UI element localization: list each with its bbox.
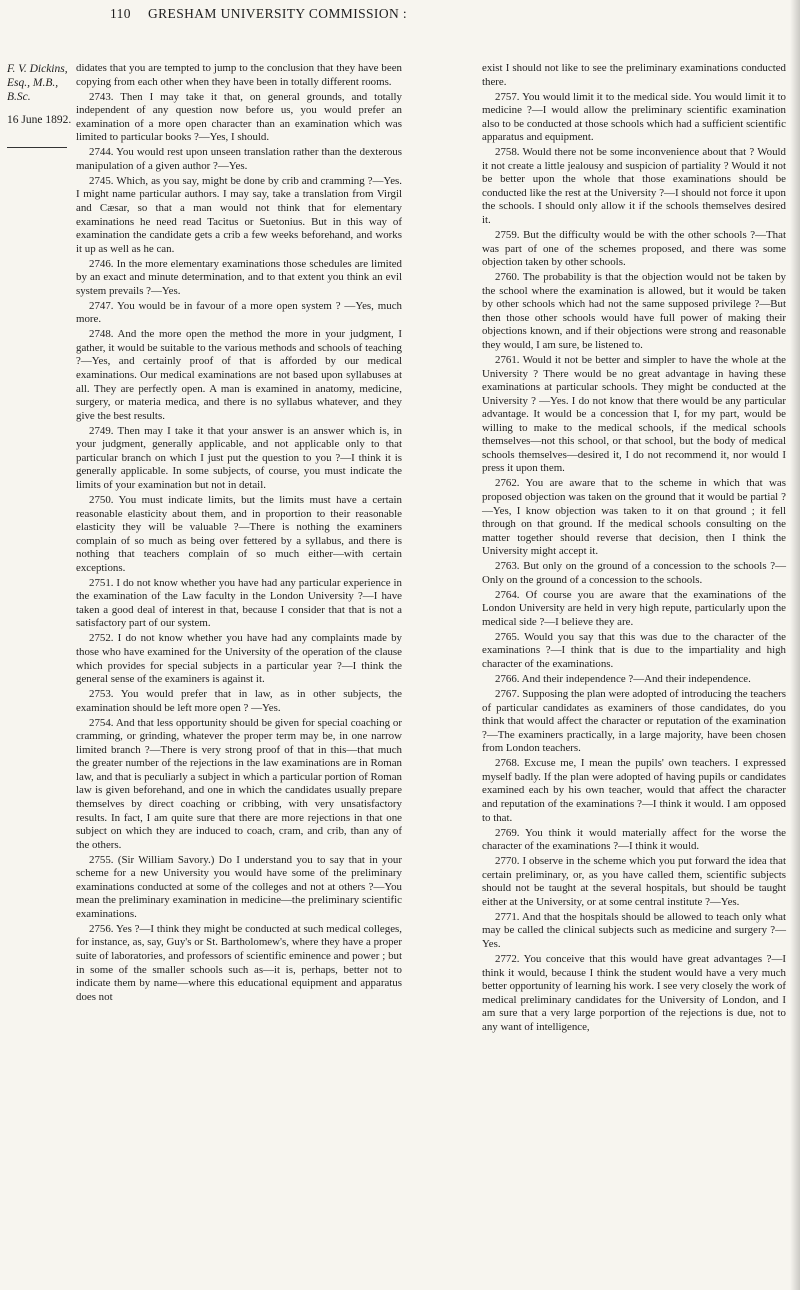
paragraph: 2764. Of course you are aware that the examinations of the London University are held in very high repute, particularly upon the medical side ?—I believe they are. (482, 588, 786, 628)
witness-margin-note (7, 62, 75, 148)
paragraph: 2755. (Sir William Savory.) Do I understand you to say that in your scheme for a new University you would have some of the preliminary examinations conducted at some of the colleges and not at others ?—You mean the preliminary examination in medicine—the preliminary scientific examinations. (76, 853, 402, 920)
paragraph: 2749. Then may I take it that your answer is an answer which is, in your judgment, generally applicable, and not applicable only to that particular branch on which I just put the question to you ?—I think it is generally applicable. In some subjects, of course, you must indicate the limits of your examination but not in detail. (76, 424, 402, 491)
paragraph: 2761. Would it not be better and simpler to have the whole at the University ? There would be no great advantage in having these examinations at particular schools. They might be conducted at the University ? —Yes. I do not know that there would be any particular advantage. It would be a concession that I, for my part, would be willing to make to the medical schools, if the medical schools themselves—not this school, or that school, but the body of medical schools themselves—desired it, I do not recommend it, nor would I press it upon them. (482, 353, 786, 475)
paragraph: 2753. You would prefer that in law, as in other subjects, the examination should be left more open ? —Yes. (76, 688, 402, 714)
left-column (76, 62, 402, 1006)
paragraph: 2760. The probability is that the objection would not be taken by the school where the examination is allowed, but it would be taken by other schools which had not the same supposed privilege ?—But then those other schools would have full power of making their objections known, and if their objections were strong and reasonable they would, I am sure, be listened to. (482, 271, 786, 351)
paragraph: 2748. And the more open the method the more in your judgment, I gather, it would be suitable to the various methods and schools of teaching ?—Yes, and certainly proof of that is afforded by our medical examinations. Our medical examinations are not based upon syllabuses at all. They are perfectly open. A man is examined in anatomy, medicine, surgery, or materia medica, and there is no syllabus whatever, and they give the best results. (76, 328, 402, 422)
paragraph: 2768. Excuse me, I mean the pupils' own teachers. I expressed myself badly. If the plan were adopted of having pupils or candidates examined each by his own teacher, would that affect the character and reputation of the examinations ?—I think it would. I am opposed to that. (482, 757, 786, 824)
running-title: GRESHAM UNIVERSITY COMMISSION : (148, 6, 408, 21)
paragraph: 2754. And that less opportunity should be given for special coaching or cramming, or grinding, whatever the proper term may be, in one narrow limited branch ?—There is very strong proof of that in this—that much the greater number of the rejections in the law examinations are in Roman law, and that is peculiarly a subject in which a particular portion of Roman law is given beforehand, and one in which the candidates usually prepare themselves by direct coaching or cribbing, with very unsatisfactory results. In fact, I am quite sure that there are more rejections in that one subject on which they are induced to coach, cram, and crib, than any of the others. (76, 716, 402, 851)
paragraph: 2745. Which, as you say, might be done by crib and cramming ?—Yes. I might name particular authors. I may say, take a translation from Virgil and Cæsar, so that a man would not think that for elementary examinations he need read Tacitus or Suetonius. But in this way of examination the candidate gets a crib a few weeks beforehand, and works it up as well as he can. (76, 174, 402, 255)
paragraph: 2759. But the difficulty would be with the other schools ?—That was part of one of the schemes proposed, and there was some objection taken by other schools. (482, 229, 786, 269)
paragraph: 2756. Yes ?—I think they might be conducted at such medical colleges, for instance, as, say, Guy's or St. Bartholomew's, where they have a proper suite of laboratories, and professors of scientific eminence and power ; but in some of the smaller schools such as—it is, perhaps, better not to indicate them by name—where this educational equipment and apparatus does not (76, 922, 402, 1003)
paragraph: 2771. And that the hospitals should be allowed to teach only what may be called the clinical subjects such as medicine and surgery ?—Yes. (482, 910, 786, 950)
paragraph: 2752. I do not know whether you have had any complaints made by those who have examined for the University of the operation of the clause which provides for special subjects in a particular year ?—I think the general sense of the examiners is against it. (76, 632, 402, 686)
paragraph: 2769. You think it would materially affect for the worse the character of the examinations ?—I think it would. (482, 826, 786, 853)
paragraph: 2744. You would rest upon unseen translation rather than the dexterous manipulation of a given author ?—Yes. (76, 146, 402, 172)
witness-degree: B.Sc. (7, 91, 31, 103)
paragraph: 2746. In the more elementary examinations those schedules are limited by an exact and minute determination, and to that extent you think an evil system prevails ?—Yes. (76, 257, 402, 297)
paragraph: 2766. And their independence ?—And their independence. (495, 673, 751, 686)
paragraph: 2772. You conceive that this would have great advantages ?—I think it would, because I think the student would have a very much better opportunity of learning his work. I see very closely the work of medical preliminary candidates for the University of London, and I am sure that a very large porportion of the rejections is due, not to any want of intelligence, (482, 953, 786, 1033)
paragraph: 2767. Supposing the plan were adopted of introducing the teachers of particular candidates as examiners of those candidates, do you think that would affect the character or reputation of the examination ?—The examiners practically, in a large majority, have been chosen from London teachers. (482, 688, 786, 755)
paragraph: exist I should not like to see the preliminary examinations conducted there. (482, 62, 786, 88)
witness-name: F. V. Dickins, (7, 63, 68, 75)
page-edge-shadow (790, 0, 800, 1290)
paragraph: 2757. You would limit it to the medical side. You would limit it to medicine ?—I would allow the preliminary scientific examination also to be conducted at those schools which had a sufficient scientific apparatus and equipment. (482, 90, 786, 144)
margin-rule (7, 147, 67, 148)
witness-title: Esq., M.B., (7, 77, 59, 89)
right-column (482, 62, 786, 1036)
paragraph: 2750. You must indicate limits, but the limits must have a certain reasonable elasticity about them, and in proportion to their reasonable elasticity they will be valuable ?—There is nothing the examiners complain of so much as being over fettered by a syllabus, and there is nothing that teachers complain of so much either—with certain exceptions. (76, 493, 402, 574)
paragraph: 2770. I observe in the scheme which you put forward the idea that certain preliminary, or, as you have called them, scientific subjects should not be taught at the several hospitals, but should be taught either at the University, or at some central institute ?—Yes. (482, 855, 786, 908)
paragraph: 2765. Would you say that this was due to the character of the examinations ?—I think that is due to the impartiality and high character of the examinations. (482, 630, 786, 671)
paragraph: 2762. You are aware that to the scheme in which that was proposed objection was taken on the ground that it would be partial ?—Yes, I know objection was taken to it on that ground ; it fell through on that ground. If the medical schools consulting on the matter together should reverse that decision, then I think the University might accept it. (482, 477, 786, 558)
paragraph: 2743. Then I may take it that, on general grounds, and totally independent of any question now before us, you would prefer an examination of a more open character than an examination which was limited to particular books ?—Yes, I should. (76, 90, 402, 144)
paragraph: 2751. I do not know whether you have had any particular experience in the examination of the Law faculty in the London University ?—I have taken a good deal of interest in that, because I consider that that is not a satisfactory part of our system. (76, 576, 402, 630)
paragraph: 2758. Would there not be some inconvenience about that ? Would it not create a little jealousy and suspicion of partiality ? Would it not be better upon the whole that those examinations should be conducted like the rest at the University ?—I should not force it upon the schools. I should only allow it if the schools themselves desired it. (482, 146, 786, 227)
paragraph: 2747. You would be in favour of a more open system ? —Yes, much more. (76, 299, 402, 326)
page-number: 110 (110, 6, 131, 21)
paragraph: 2763. But only on the ground of a concession to the schools ?—Only on the ground of a concession to the schools. (482, 560, 786, 586)
testimony-date: 16 June 1892. (7, 114, 72, 126)
paragraph: didates that you are tempted to jump to the conclusion that they have been copying from each other when they have been in totally different rooms. (76, 62, 402, 88)
